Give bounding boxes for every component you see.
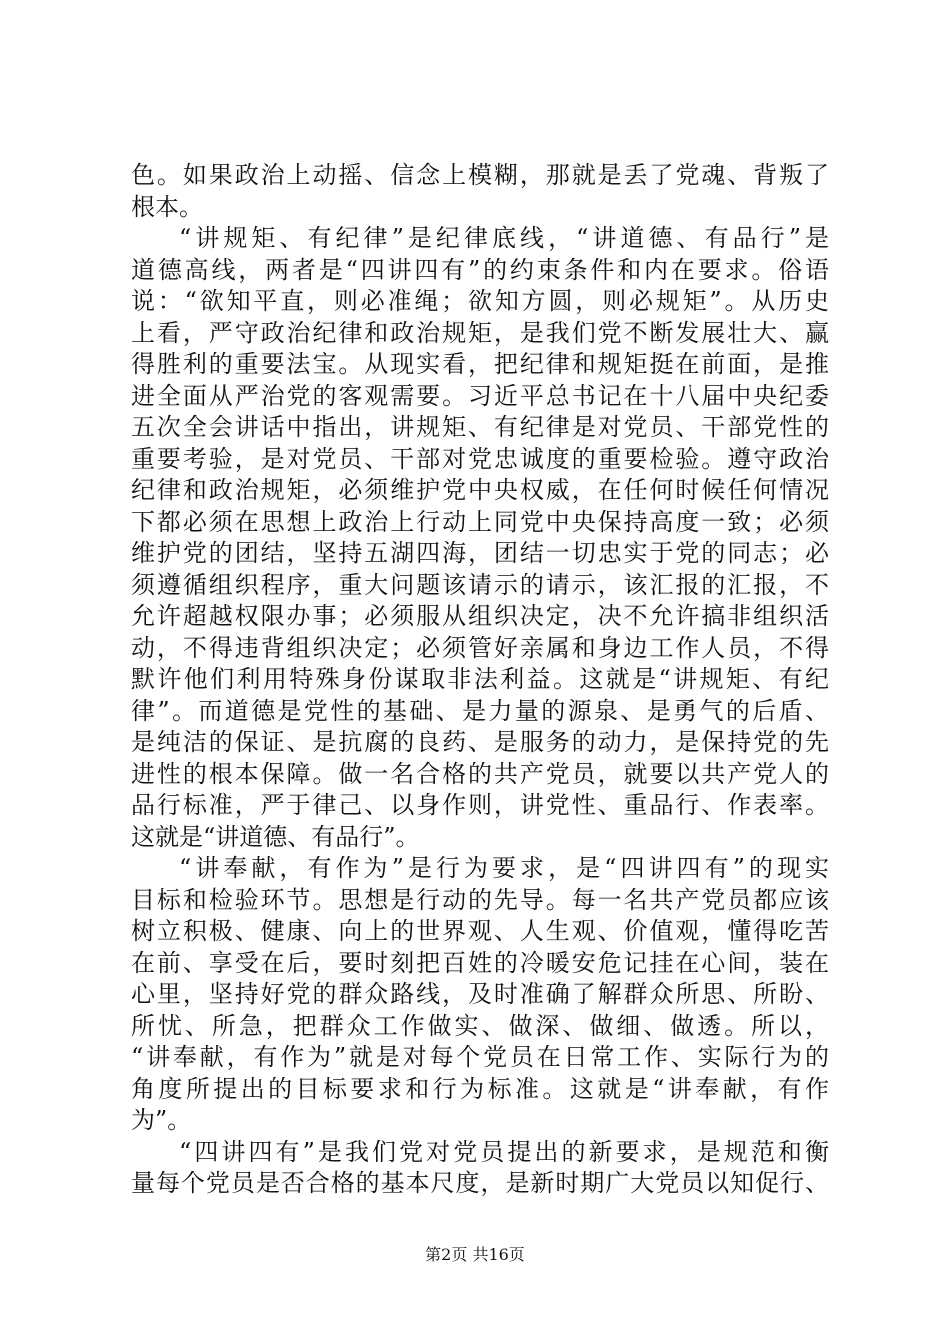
text-line: 量每个党员是否合格的基本尺度，是新时期广大党员以知促行、 bbox=[131, 1169, 829, 1197]
text-line: 心里，坚持好党的群众路线，及时准确了解群众所思、所盼、 bbox=[131, 980, 829, 1008]
text-line: “讲奉献，有作为”就是对每个党员在日常工作、实际行为的 bbox=[131, 1043, 829, 1071]
text-line: 在前、享受在后，要时刻把百姓的冷暖安危记挂在心间，装在 bbox=[131, 948, 829, 977]
text-line: 说：“欲知平直，则必准绳；欲知方圆，则必规矩”。从历史 bbox=[131, 287, 829, 315]
text-line: 树立积极、健康、向上的世界观、人生观、价值观，懂得吃苦 bbox=[131, 917, 829, 945]
text-line: 是纯洁的保证、是抗腐的良药、是服务的动力，是保持党的先 bbox=[131, 728, 829, 756]
text-line: 纪律和政治规矩，必须维护党中央权威，在任何时候任何情况 bbox=[131, 476, 829, 504]
text-line: 得胜利的重要法宝。从现实看，把纪律和规矩挺在前面，是推 bbox=[131, 350, 829, 378]
text-line: “讲规矩、有纪律”是纪律底线，“讲道德、有品行”是 bbox=[179, 224, 829, 252]
text-line: 角度所提出的目标要求和行为标准。这就是“讲奉献，有作 bbox=[131, 1074, 829, 1103]
text-line: 进全面从严治党的客观需要。习近平总书记在十八届中央纪委 bbox=[131, 381, 829, 410]
text-line: 下都必须在思想上政治上行动上同党中央保持高度一致；必须 bbox=[131, 507, 829, 536]
text-line: 道德高线，两者是“四讲四有”的约束条件和内在要求。俗语 bbox=[131, 255, 829, 284]
text-line: 默许他们利用特殊身份谋取非法利益。这就是“讲规矩、有纪 bbox=[131, 665, 829, 693]
text-line: 须遵循组织程序，重大问题该请示的请示，该汇报的汇报，不 bbox=[131, 570, 829, 599]
text-line: 动，不得违背组织决定；必须管好亲属和身边工作人员，不得 bbox=[131, 633, 829, 662]
text-line: 进性的根本保障。做一名合格的共产党员，就要以共产党人的 bbox=[131, 759, 829, 788]
text-line: 这就是“讲道德、有品行”。 bbox=[131, 822, 420, 851]
text-line: 律”。而道德是党性的基础、是力量的源泉、是勇气的后盾、 bbox=[131, 696, 829, 725]
text-line: “四讲四有”是我们党对党员提出的新要求，是规范和衡 bbox=[179, 1137, 829, 1166]
text-line: 上看，严守政治纪律和政治规矩，是我们党不断发展壮大、赢 bbox=[131, 318, 829, 347]
page-footer: 第2页 共16页 bbox=[425, 1245, 525, 1264]
text-line: 重要考验，是对党员、干部对党忠诚度的重要检验。遵守政治 bbox=[131, 444, 829, 473]
text-line: 五次全会讲话中指出，讲规矩、有纪律是对党员、干部党性的 bbox=[131, 413, 829, 441]
text-line: 维护党的团结，坚持五湖四海，团结一切忠实于党的同志；必 bbox=[131, 539, 829, 567]
text-line: “讲奉献，有作为”是行为要求，是“四讲四有”的现实 bbox=[179, 854, 829, 882]
text-line: 为”。 bbox=[131, 1106, 192, 1134]
text-line: 色。如果政治上动摇、信念上模糊，那就是丢了党魂、背叛了 bbox=[131, 161, 829, 189]
text-line: 所忧、所急，把群众工作做实、做深、做细、做透。所以， bbox=[131, 1011, 829, 1040]
text-line: 品行标准，严于律己、以身作则，讲党性、重品行、作表率。 bbox=[131, 791, 829, 819]
document-body bbox=[131, 160, 829, 1200]
text-line: 目标和检验环节。思想是行动的先导。每一名共产党员都应该 bbox=[131, 885, 829, 914]
text-line: 允许超越权限办事；必须服从组织决定，决不允许搞非组织活 bbox=[131, 602, 829, 630]
text-line: 根本。 bbox=[131, 192, 203, 221]
